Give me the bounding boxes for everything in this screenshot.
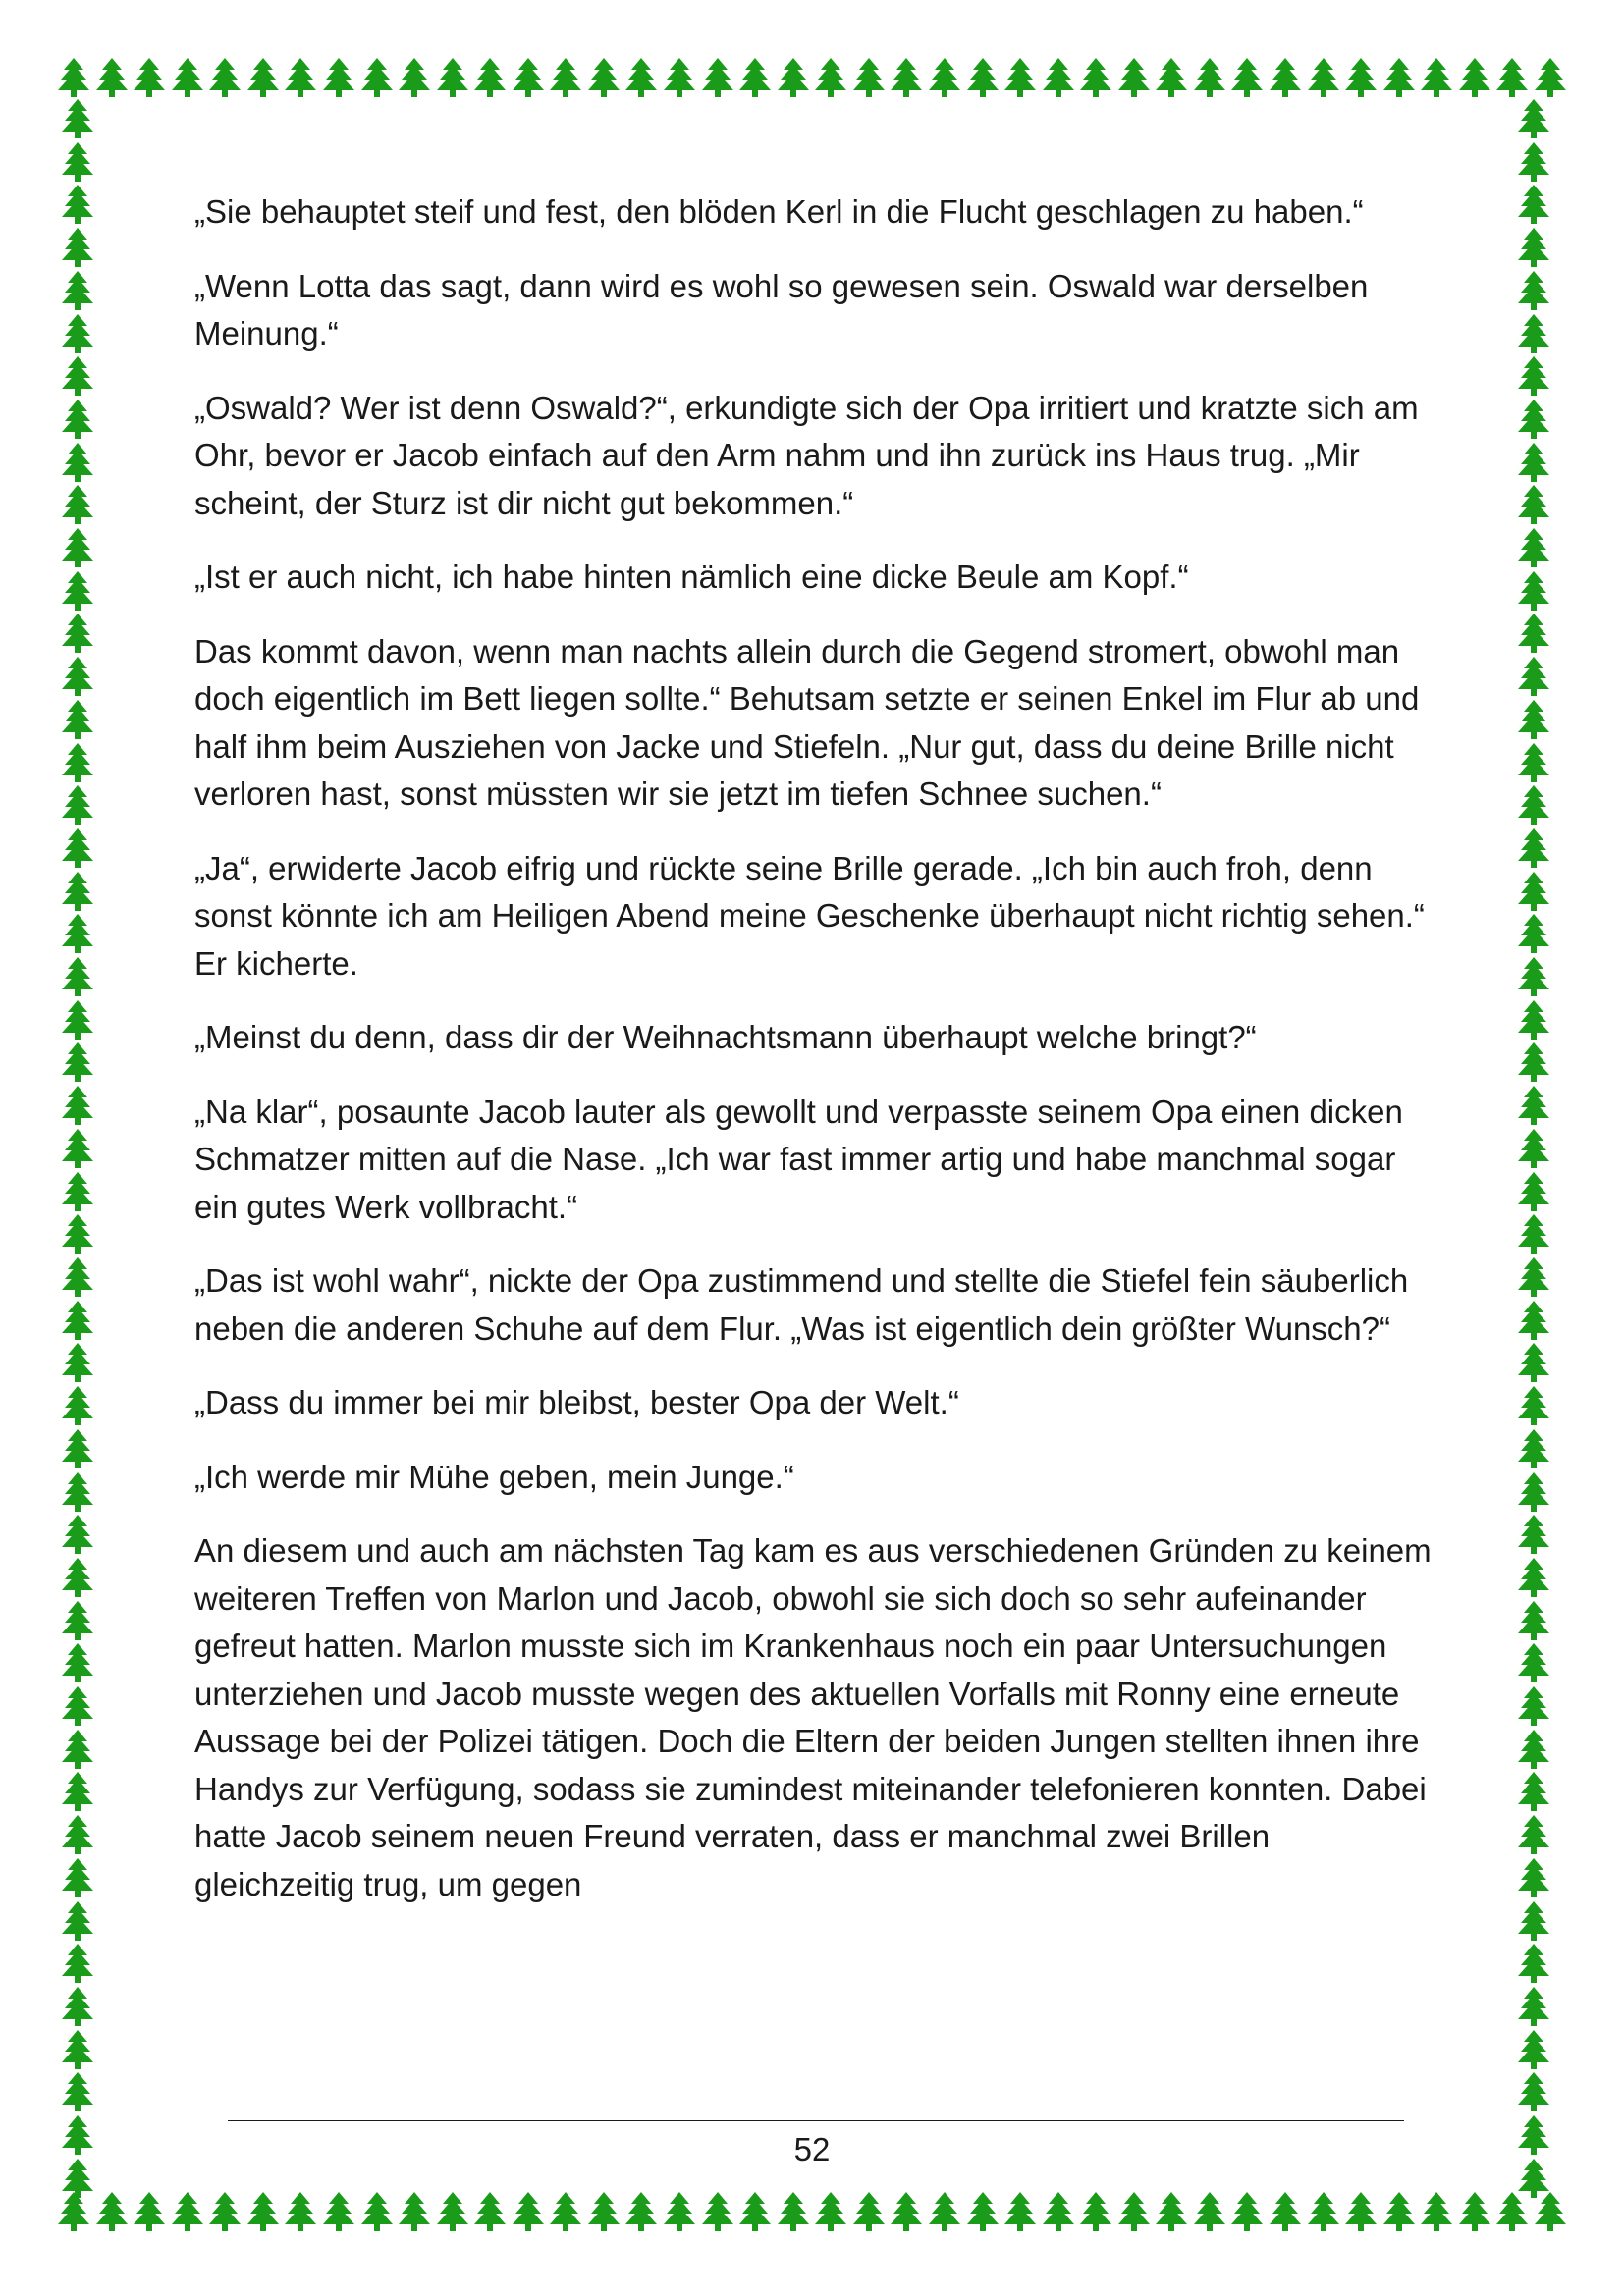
christmas-tree-icon xyxy=(1517,1900,1550,1942)
christmas-tree-icon xyxy=(1230,2191,1264,2232)
christmas-tree-icon xyxy=(61,1428,94,1469)
paragraph: Das kommt davon, wenn man nachts allein durch die Gegend stromert, obwohl man doch eigentlich im Bett liegen sollte.“ Behutsam setzte er seinen Enkel im Flur ab und half ihm beim Ausziehen von Jacke und Stiefeln. „Nur gut, dass du deine Brille nicht verloren hast, sonst müssten wir sie jetzt im tiefen Schnee suchen.“ xyxy=(194,632,1420,812)
christmas-tree-icon xyxy=(1517,313,1550,354)
christmas-tree-icon xyxy=(1517,270,1550,311)
christmas-tree-icon xyxy=(890,57,923,98)
christmas-tree-icon xyxy=(1155,2191,1188,2232)
christmas-tree-icon xyxy=(61,313,94,354)
christmas-tree-icon xyxy=(61,999,94,1041)
christmas-tree-icon xyxy=(1042,57,1075,98)
christmas-tree-icon xyxy=(61,227,94,268)
border-top xyxy=(57,57,1567,106)
christmas-tree-icon xyxy=(1517,399,1550,440)
christmas-tree-icon xyxy=(549,57,582,98)
christmas-tree-icon xyxy=(95,57,129,98)
footer-divider xyxy=(228,2120,1404,2121)
christmas-tree-icon xyxy=(1517,2071,1550,2112)
christmas-tree-icon xyxy=(1534,57,1567,98)
christmas-tree-icon xyxy=(61,956,94,997)
christmas-tree-icon xyxy=(1517,613,1550,654)
christmas-tree-icon xyxy=(1458,57,1491,98)
christmas-tree-icon xyxy=(512,57,545,98)
christmas-tree-icon xyxy=(814,57,847,98)
paragraph: „Meinst du denn, dass dir der Weihnachtsmann überhaupt welche bringt?“ xyxy=(194,1019,1257,1055)
christmas-tree-icon xyxy=(1517,1729,1550,1770)
christmas-tree-icon xyxy=(624,57,658,98)
christmas-tree-icon xyxy=(852,57,886,98)
christmas-tree-icon xyxy=(1517,913,1550,954)
christmas-tree-icon xyxy=(1517,141,1550,183)
christmas-tree-icon xyxy=(1517,184,1550,225)
christmas-tree-icon xyxy=(1517,1256,1550,1298)
christmas-tree-icon xyxy=(1517,484,1550,525)
christmas-tree-icon xyxy=(61,1943,94,1984)
paragraph: „Ist er auch nicht, ich habe hinten nämlich eine dicke Beule am Kopf.“ xyxy=(194,559,1189,595)
christmas-tree-icon xyxy=(587,57,621,98)
christmas-tree-icon xyxy=(398,57,431,98)
christmas-tree-icon xyxy=(1517,227,1550,268)
christmas-tree-icon xyxy=(208,2191,242,2232)
christmas-tree-icon xyxy=(61,570,94,612)
christmas-tree-icon xyxy=(61,871,94,912)
christmas-tree-icon xyxy=(587,2191,621,2232)
paragraph: An diesem und auch am nächsten Tag kam es aus verschiedenen Gründen zu keinem weiteren Treffen von Marlon und Jacob, obwohl sie sich doch so sehr aufeinander gefreut hatten. Marlon musste sich im Krankenhaus noch ein paar Untersuchungen unterziehen und Jacob musste wegen des aktuellen Vorfalls mit Ronny eine erneute Aussage bei der Polizei tätigen. Doch die Eltern der beiden Jungen stellten ihnen ihre Handys zur Verfügung, sodass sie zumindest miteinander telefonieren konnten. Dabei hatte Jacob seinem neuen Freund verraten, dass er manchmal zwei Brillen gleichzeitig trug, um gegen xyxy=(194,1532,1432,1902)
christmas-tree-icon xyxy=(61,656,94,697)
christmas-tree-icon xyxy=(61,699,94,740)
christmas-tree-icon xyxy=(1042,2191,1075,2232)
border-right xyxy=(1517,98,1566,2199)
christmas-tree-icon xyxy=(852,2191,886,2232)
christmas-tree-icon xyxy=(1458,2191,1491,2232)
christmas-tree-icon xyxy=(61,141,94,183)
christmas-tree-icon xyxy=(928,2191,961,2232)
christmas-tree-icon xyxy=(436,57,469,98)
christmas-tree-icon xyxy=(61,1600,94,1641)
christmas-tree-icon xyxy=(1517,570,1550,612)
christmas-tree-icon xyxy=(61,1128,94,1169)
christmas-tree-icon xyxy=(61,613,94,654)
christmas-tree-icon xyxy=(61,1256,94,1298)
christmas-tree-icon xyxy=(1230,57,1264,98)
christmas-tree-icon xyxy=(360,2191,394,2232)
christmas-tree-icon xyxy=(1117,2191,1151,2232)
christmas-tree-icon xyxy=(1117,57,1151,98)
paragraph: „Das ist wohl wahr“, nickte der Opa zustimmend und stellte die Stiefel fein säuberlich neben die anderen Schuhe auf dem Flur. „Was ist eigentlich dein größter Wunsch?“ xyxy=(194,1262,1409,1347)
christmas-tree-icon xyxy=(1517,1385,1550,1426)
christmas-tree-icon xyxy=(1382,2191,1416,2232)
christmas-tree-icon xyxy=(1193,2191,1226,2232)
christmas-tree-icon xyxy=(1517,956,1550,997)
christmas-tree-icon xyxy=(1517,98,1550,139)
christmas-tree-icon xyxy=(61,913,94,954)
page-body xyxy=(194,188,1434,1935)
christmas-tree-icon xyxy=(777,57,810,98)
christmas-tree-icon xyxy=(1193,57,1226,98)
paragraph: „Wenn Lotta das sagt, dann wird es wohl so gewesen sein. Oswald war derselben Meinung.“ xyxy=(194,267,1369,351)
christmas-tree-icon xyxy=(549,2191,582,2232)
paragraph: „Ja“, erwiderte Jacob eifrig und rückte seine Brille gerade. „Ich bin auch froh, denn sonst könnte ich am Heiligen Abend meine Geschenke überhaupt nicht richtig sehen.“ Er kicherte. xyxy=(194,849,1425,982)
christmas-tree-icon xyxy=(1517,1814,1550,1855)
christmas-tree-icon xyxy=(61,1557,94,1598)
christmas-tree-icon xyxy=(61,98,94,139)
christmas-tree-icon xyxy=(1269,2191,1302,2232)
christmas-tree-icon xyxy=(1517,1685,1550,1727)
christmas-tree-icon xyxy=(1382,57,1416,98)
christmas-tree-icon xyxy=(1517,1557,1550,1598)
christmas-tree-icon xyxy=(663,2191,696,2232)
christmas-tree-icon xyxy=(1517,656,1550,697)
christmas-tree-icon xyxy=(133,57,166,98)
christmas-tree-icon xyxy=(171,2191,204,2232)
page-number: 52 xyxy=(793,2131,831,2167)
christmas-tree-icon xyxy=(61,1471,94,1513)
christmas-tree-icon xyxy=(1517,742,1550,783)
christmas-tree-icon xyxy=(61,1342,94,1383)
christmas-tree-icon xyxy=(1079,2191,1112,2232)
christmas-tree-icon xyxy=(398,2191,431,2232)
christmas-tree-icon xyxy=(1517,828,1550,869)
christmas-tree-icon xyxy=(814,2191,847,2232)
christmas-tree-icon xyxy=(61,1771,94,1812)
christmas-tree-icon xyxy=(61,184,94,225)
christmas-tree-icon xyxy=(1517,1085,1550,1126)
paragraph: „Na klar“, posaunte Jacob lauter als gewollt und verpasste seinem Opa einen dicken Schmatzer mitten auf die Nase. „Ich war fast immer artig und habe manchmal sogar ein gutes Werk vollbracht.“ xyxy=(194,1093,1403,1225)
christmas-tree-icon xyxy=(1344,2191,1378,2232)
christmas-tree-icon xyxy=(61,1900,94,1942)
christmas-tree-icon xyxy=(1307,57,1340,98)
christmas-tree-icon xyxy=(1495,57,1529,98)
christmas-tree-icon xyxy=(1517,1642,1550,1683)
christmas-tree-icon xyxy=(1517,1342,1550,1383)
christmas-tree-icon xyxy=(1517,1300,1550,1341)
christmas-tree-icon xyxy=(624,2191,658,2232)
christmas-tree-icon xyxy=(61,442,94,483)
christmas-tree-icon xyxy=(57,57,90,98)
paragraph: „Dass du immer bei mir bleibst, bester Opa der Welt.“ xyxy=(194,1384,959,1420)
christmas-tree-icon xyxy=(1517,1857,1550,1898)
paragraph: „Oswald? Wer ist denn Oswald?“, erkundigte sich der Opa irritiert und kratzte sich am Ohr, bevor er Jacob einfach auf den Arm nahm und ihn zurück ins Haus trug. „Mir scheint, der Sturz ist dir nicht gut bekommen.“ xyxy=(194,389,1419,521)
christmas-tree-icon xyxy=(1079,57,1112,98)
christmas-tree-icon xyxy=(61,1685,94,1727)
christmas-tree-icon xyxy=(61,527,94,568)
christmas-tree-icon xyxy=(61,1041,94,1083)
border-left xyxy=(61,98,110,2199)
christmas-tree-icon xyxy=(61,270,94,311)
christmas-tree-icon xyxy=(1003,2191,1037,2232)
christmas-tree-icon xyxy=(61,784,94,826)
christmas-tree-icon xyxy=(360,57,394,98)
christmas-tree-icon xyxy=(1517,1600,1550,1641)
christmas-tree-icon xyxy=(284,2191,317,2232)
christmas-tree-icon xyxy=(61,1729,94,1770)
christmas-tree-icon xyxy=(61,484,94,525)
christmas-tree-icon xyxy=(1517,355,1550,397)
christmas-tree-icon xyxy=(1517,1771,1550,1812)
christmas-tree-icon xyxy=(322,2191,355,2232)
christmas-tree-icon xyxy=(246,57,280,98)
christmas-tree-icon xyxy=(1517,527,1550,568)
christmas-tree-icon xyxy=(322,57,355,98)
christmas-tree-icon xyxy=(1517,1514,1550,1555)
christmas-tree-icon xyxy=(61,1213,94,1255)
christmas-tree-icon xyxy=(61,1642,94,1683)
christmas-tree-icon xyxy=(1517,2029,1550,2070)
christmas-tree-icon xyxy=(61,828,94,869)
christmas-tree-icon xyxy=(1517,1213,1550,1255)
christmas-tree-icon xyxy=(1517,1471,1550,1513)
christmas-tree-icon xyxy=(61,1857,94,1898)
christmas-tree-icon xyxy=(738,57,772,98)
christmas-tree-icon xyxy=(61,1514,94,1555)
christmas-tree-icon xyxy=(436,2191,469,2232)
christmas-tree-icon xyxy=(928,57,961,98)
christmas-tree-icon xyxy=(890,2191,923,2232)
christmas-tree-icon xyxy=(473,57,507,98)
christmas-tree-icon xyxy=(61,742,94,783)
christmas-tree-icon xyxy=(61,399,94,440)
christmas-tree-icon xyxy=(61,1171,94,1212)
christmas-tree-icon xyxy=(1269,57,1302,98)
christmas-tree-icon xyxy=(663,57,696,98)
christmas-tree-icon xyxy=(473,2191,507,2232)
christmas-tree-icon xyxy=(1003,57,1037,98)
christmas-tree-icon xyxy=(61,1385,94,1426)
christmas-tree-icon xyxy=(171,57,204,98)
christmas-tree-icon xyxy=(738,2191,772,2232)
christmas-tree-icon xyxy=(1517,1041,1550,1083)
christmas-tree-icon xyxy=(61,2029,94,2070)
christmas-tree-icon xyxy=(1517,1428,1550,1469)
christmas-tree-icon xyxy=(246,2191,280,2232)
christmas-tree-icon xyxy=(1517,1986,1550,2027)
christmas-tree-icon xyxy=(777,2191,810,2232)
christmas-tree-icon xyxy=(1517,1171,1550,1212)
christmas-tree-icon xyxy=(1517,871,1550,912)
paragraph: „Ich werde mir Mühe geben, mein Junge.“ xyxy=(194,1458,794,1495)
christmas-tree-icon xyxy=(61,1300,94,1341)
christmas-tree-icon xyxy=(61,1986,94,2027)
christmas-tree-icon xyxy=(1517,999,1550,1041)
christmas-tree-icon xyxy=(61,355,94,397)
christmas-tree-icon xyxy=(1420,2191,1453,2232)
christmas-tree-icon xyxy=(1307,2191,1340,2232)
christmas-tree-icon xyxy=(1517,1943,1550,1984)
christmas-tree-icon xyxy=(1344,57,1378,98)
christmas-tree-icon xyxy=(701,57,734,98)
paragraph: „Sie behauptet steif und fest, den blöden Kerl in die Flucht geschlagen zu haben.“ xyxy=(194,193,1364,230)
christmas-tree-icon xyxy=(208,57,242,98)
christmas-tree-icon xyxy=(1517,784,1550,826)
christmas-tree-icon xyxy=(1517,1128,1550,1169)
christmas-tree-icon xyxy=(1517,442,1550,483)
christmas-tree-icon xyxy=(61,1814,94,1855)
christmas-tree-icon xyxy=(133,2191,166,2232)
christmas-tree-icon xyxy=(61,2071,94,2112)
christmas-tree-icon xyxy=(1517,699,1550,740)
christmas-tree-icon xyxy=(284,57,317,98)
christmas-tree-icon xyxy=(512,2191,545,2232)
border-bottom xyxy=(57,2191,1567,2240)
christmas-tree-icon xyxy=(1420,57,1453,98)
christmas-tree-icon xyxy=(1155,57,1188,98)
christmas-tree-icon xyxy=(701,2191,734,2232)
christmas-tree-icon xyxy=(966,2191,1000,2232)
christmas-tree-icon xyxy=(966,57,1000,98)
christmas-tree-icon xyxy=(61,1085,94,1126)
